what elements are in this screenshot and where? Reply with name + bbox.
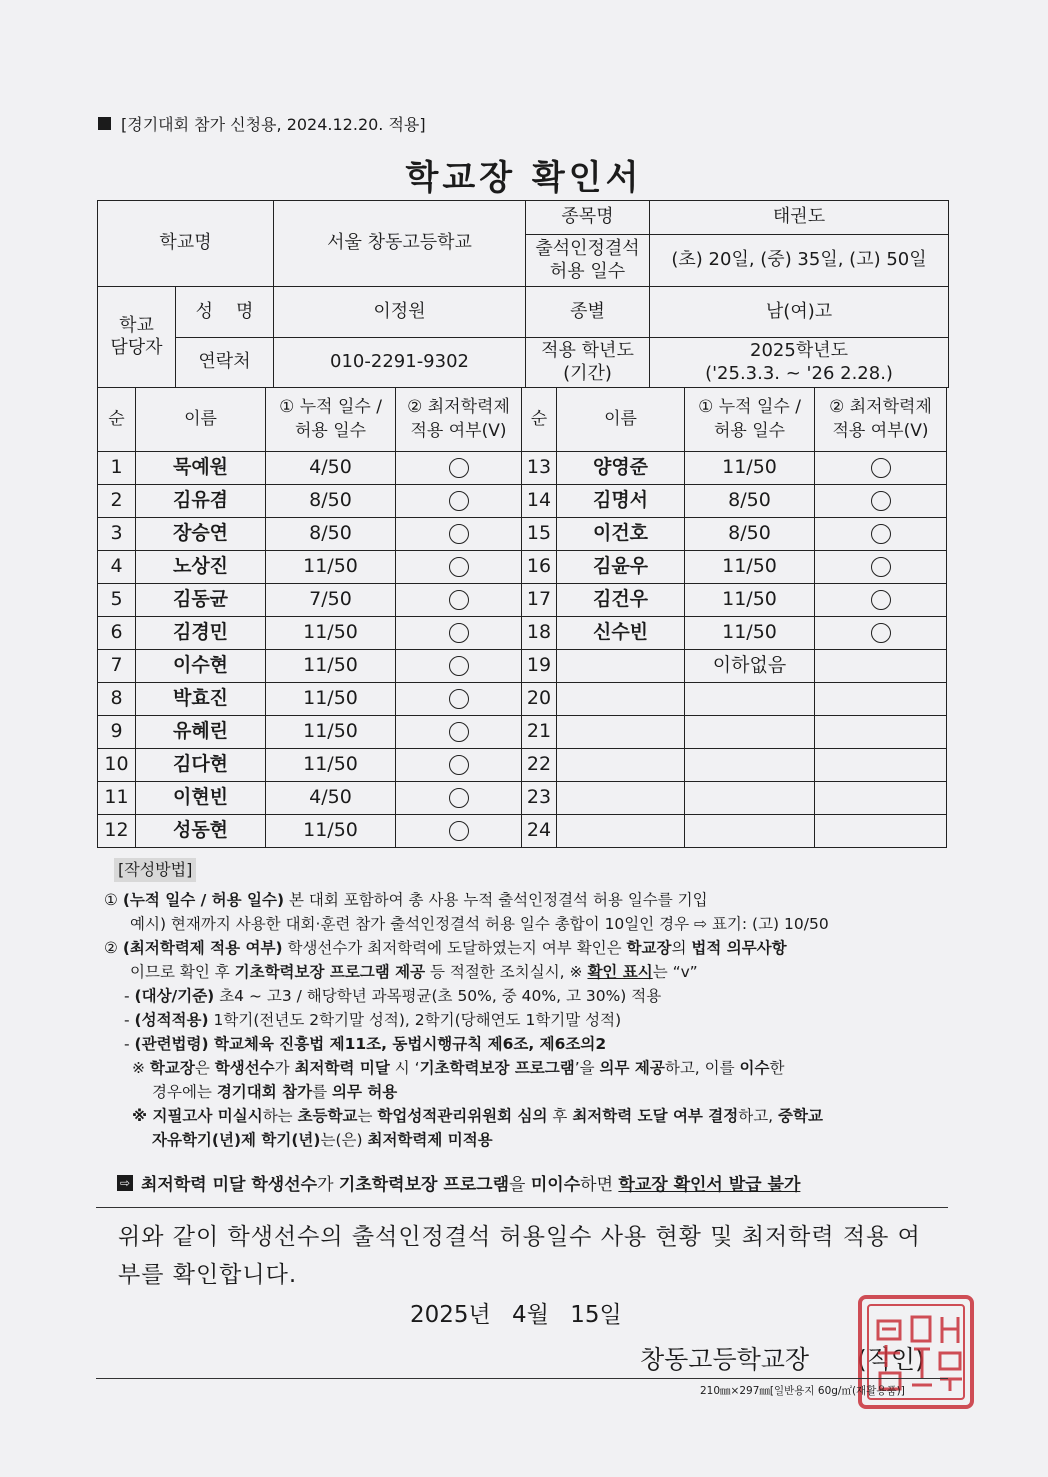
- min-grade-mark: [396, 716, 522, 749]
- issue-date: 2025년 4월 15일: [410, 1302, 622, 1328]
- used-days: 11/50: [266, 716, 396, 749]
- table-row: [98, 650, 947, 683]
- col-days-header-right-line1: ① 누적 일수 /: [698, 396, 801, 417]
- student-name: 이수현: [136, 650, 266, 683]
- student-no: 7: [98, 650, 136, 683]
- method-line: 자유학기(년)제 학기(년)는(은) 최저학력제 미적용: [152, 1131, 493, 1149]
- student-no: 15: [522, 518, 557, 551]
- used-days: [685, 749, 815, 782]
- used-days: 7/50: [266, 584, 396, 617]
- min-grade-mark: [396, 749, 522, 782]
- min-grade-mark: [396, 584, 522, 617]
- student-no: 11: [98, 782, 136, 815]
- min-grade-mark: [396, 485, 522, 518]
- student-no: 24: [522, 815, 557, 848]
- used-days: 11/50: [266, 551, 396, 584]
- school-name: 서울 창동고등학교: [274, 201, 526, 287]
- col-days-header-right: [685, 388, 815, 452]
- circle-mark-icon: [871, 524, 891, 544]
- used-days: 8/50: [266, 485, 396, 518]
- student-name: [557, 815, 685, 848]
- student-name: 박효진: [136, 683, 266, 716]
- student-name: 김경민: [136, 617, 266, 650]
- manager-label-line1: 학교: [119, 314, 154, 336]
- student-no: 8: [98, 683, 136, 716]
- method-line: ① (누적 일수 / 허용 일수) 본 대회 포함하여 총 사용 누적 출석인정결석 허용 일수를 기입: [104, 891, 708, 909]
- min-grade-mark: [396, 683, 522, 716]
- student-no: 12: [98, 815, 136, 848]
- col-days-header: [266, 388, 396, 452]
- circle-mark-icon: [449, 821, 469, 841]
- col-min-header-line2: 적용 여부(V): [410, 420, 507, 441]
- writing-method: [104, 858, 954, 1152]
- manager-name: 이정원: [274, 287, 526, 338]
- min-grade-mark: [815, 617, 947, 650]
- min-grade-mark: [815, 782, 947, 815]
- year-label: [526, 338, 650, 388]
- allow-days-label: [526, 235, 650, 287]
- signer-name: 창동고등학교장: [640, 1345, 810, 1374]
- student-name: 노상진: [136, 551, 266, 584]
- divider: [96, 1207, 948, 1208]
- student-name: [557, 650, 685, 683]
- sport-label: 종목명: [526, 201, 650, 235]
- table-row: [98, 551, 947, 584]
- footer-divider: [96, 1378, 948, 1379]
- table-row: [98, 683, 947, 716]
- min-grade-mark: [396, 650, 522, 683]
- used-days: 4/50: [266, 452, 396, 485]
- min-grade-mark: [815, 683, 947, 716]
- col-no-header: 순: [98, 388, 136, 452]
- method-line: ※ 지필고사 미실시하는 초등학교는 학업성적관리위원회 심의 후 최저학력 도달 여부 결정하고, 중학교: [132, 1107, 823, 1125]
- student-name: 장승연: [136, 518, 266, 551]
- min-grade-mark: [815, 584, 947, 617]
- table-row: [98, 485, 947, 518]
- used-days: 11/50: [685, 617, 815, 650]
- year-value: [650, 338, 949, 388]
- category-value: 남(여)고: [650, 287, 949, 338]
- table-row: [98, 815, 947, 848]
- header-note: [98, 112, 426, 135]
- student-no: 4: [98, 551, 136, 584]
- col-days-header-line1: ① 누적 일수 /: [279, 396, 382, 417]
- method-line: ※ 학교장은 학생선수가 최저학력 미달 시 ‘기초학력보장 프로그램’을 의무 제공하고, 이를 이수한: [132, 1059, 785, 1077]
- col-days-header-line2: 허용 일수: [294, 420, 367, 441]
- arrow-box-icon: ⇨: [117, 1175, 133, 1191]
- category-label: 종별: [526, 287, 650, 338]
- table-row: [98, 518, 947, 551]
- min-grade-mark: [815, 551, 947, 584]
- student-no: 23: [522, 782, 557, 815]
- student-name: 김윤우: [557, 551, 685, 584]
- table-row: [98, 452, 947, 485]
- col-min-header-right-line2: 적용 여부(V): [832, 420, 929, 441]
- method-line: 예시) 현재까지 사용한 대회·훈련 참가 출석인정결석 허용 일수 총합이 10일인 경우 ⇨ 표기: (고) 10/50: [130, 915, 829, 933]
- student-no: 1: [98, 452, 136, 485]
- min-grade-mark: [396, 617, 522, 650]
- confirm-statement: 위와 같이 학생선수의 출석인정결석 허용일수 사용 현황 및 최저학력 적용 여부를 확인합니다.: [118, 1224, 921, 1288]
- circle-mark-icon: [449, 788, 469, 808]
- circle-mark-icon: [449, 524, 469, 544]
- allow-days-label-line2: 허용 일수: [549, 260, 626, 282]
- paper-spec: 210㎜×297㎜[일반용지 60g/㎡(재활용품)]: [700, 1385, 905, 1397]
- table-row: [98, 749, 947, 782]
- school-label: 학교명: [98, 201, 274, 287]
- student-no: 16: [522, 551, 557, 584]
- sport-value: 태권도: [650, 201, 949, 235]
- method-line: - (성적적용) 1학기(전년도 2학기말 성적), 2학기(당해연도 1학기말 성적): [124, 1011, 622, 1029]
- manager-label-line2: 담당자: [110, 337, 163, 358]
- used-days: 11/50: [266, 650, 396, 683]
- name-label: 성 명: [176, 287, 274, 338]
- square-bullet-icon: [98, 117, 111, 130]
- min-grade-mark: [396, 782, 522, 815]
- student-name: 이현빈: [136, 782, 266, 815]
- min-grade-mark: [815, 485, 947, 518]
- student-name: [557, 749, 685, 782]
- circle-mark-icon: [871, 590, 891, 610]
- min-grade-mark: [815, 650, 947, 683]
- student-name: 김유겸: [136, 485, 266, 518]
- document-title: 학교장 확인서: [405, 158, 643, 198]
- used-days: [685, 716, 815, 749]
- used-days: 11/50: [685, 551, 815, 584]
- allow-days-value: (초) 20일, (중) 35일, (고) 50일: [650, 235, 949, 287]
- used-days: 이하없음: [685, 650, 815, 683]
- col-name-header-right: 이름: [557, 388, 685, 452]
- student-name: 성동현: [136, 815, 266, 848]
- student-no: 17: [522, 584, 557, 617]
- used-days: 8/50: [685, 518, 815, 551]
- used-days: [685, 683, 815, 716]
- used-days: 11/50: [266, 815, 396, 848]
- table-row: [98, 617, 947, 650]
- used-days: 11/50: [685, 584, 815, 617]
- col-min-header-right-line1: ② 최저학력제: [829, 396, 932, 417]
- circle-mark-icon: [449, 722, 469, 742]
- students-table: [97, 387, 947, 848]
- students-body: [98, 452, 947, 848]
- contact-value: 010-2291-9302: [274, 338, 526, 388]
- method-label: [작성방법]: [114, 858, 196, 882]
- student-name: [557, 683, 685, 716]
- used-days: 8/50: [685, 485, 815, 518]
- used-days: 11/50: [266, 683, 396, 716]
- contact-label: 연락처: [176, 338, 274, 388]
- table-row: [98, 782, 947, 815]
- student-name: 이건호: [557, 518, 685, 551]
- student-no: 9: [98, 716, 136, 749]
- student-name: [557, 716, 685, 749]
- col-days-header-right-line2: 허용 일수: [713, 420, 786, 441]
- student-no: 3: [98, 518, 136, 551]
- student-no: 2: [98, 485, 136, 518]
- method-line: 이므로 확인 후 기초학력보장 프로그램 제공 등 적절한 조치실시, ※ 확인 표시는 “v”: [130, 963, 698, 981]
- min-grade-mark: [815, 815, 947, 848]
- notice-line: [117, 1170, 800, 1195]
- year-label-line1: 적용 학년도: [541, 340, 634, 361]
- year-label-line2: (기간): [563, 362, 612, 384]
- allow-days-label-line1: 출석인정결석: [535, 238, 640, 259]
- student-no: 22: [522, 749, 557, 782]
- table-row: [98, 716, 947, 749]
- min-grade-mark: [815, 452, 947, 485]
- used-days: [685, 782, 815, 815]
- student-no: 18: [522, 617, 557, 650]
- used-days: 11/50: [266, 749, 396, 782]
- student-name: 김동균: [136, 584, 266, 617]
- year-value-line1: 2025학년도: [750, 340, 848, 361]
- circle-mark-icon: [871, 623, 891, 643]
- min-grade-mark: [815, 716, 947, 749]
- col-no-header-right: 순: [522, 388, 557, 452]
- method-line: ② (최저학력제 적용 여부) 학생선수가 최저학력에 도달하였는지 여부 확인은 학교장의 법적 의무사항: [104, 939, 787, 957]
- header-note-text: [경기대회 참가 신청용, 2024.12.20. 적용]: [121, 115, 426, 134]
- student-no: 10: [98, 749, 136, 782]
- col-min-header-right: [815, 388, 947, 452]
- seal-label: (직인): [856, 1345, 925, 1374]
- min-grade-mark: [815, 518, 947, 551]
- student-no: 21: [522, 716, 557, 749]
- method-line: 경우에는 경기대회 참가를 의무 허용: [152, 1083, 398, 1101]
- student-name: 김명서: [557, 485, 685, 518]
- student-name: 유혜린: [136, 716, 266, 749]
- student-no: 5: [98, 584, 136, 617]
- circle-mark-icon: [449, 557, 469, 577]
- circle-mark-icon: [449, 755, 469, 775]
- school-info-table: [97, 200, 949, 388]
- min-grade-mark: [396, 518, 522, 551]
- col-name-header: 이름: [136, 388, 266, 452]
- table-row: [98, 584, 947, 617]
- circle-mark-icon: [449, 491, 469, 511]
- student-no: 13: [522, 452, 557, 485]
- method-line: - (대상/기준) 초4 ~ 고3 / 해당학년 과목평균(초 50%, 중 40%, 고 30%) 적용: [124, 987, 662, 1005]
- col-min-header: [396, 388, 522, 452]
- notice-text: 최저학력 미달 학생선수가 기초학력보장 프로그램을 미이수하면 학교장 확인서 발급 불가: [141, 1175, 801, 1195]
- circle-mark-icon: [449, 689, 469, 709]
- student-no: 14: [522, 485, 557, 518]
- student-name: 묵예원: [136, 452, 266, 485]
- col-min-header-line1: ② 최저학력제: [407, 396, 510, 417]
- manager-label: [98, 287, 176, 388]
- student-name: 신수빈: [557, 617, 685, 650]
- min-grade-mark: [396, 452, 522, 485]
- used-days: [685, 815, 815, 848]
- used-days: 11/50: [685, 452, 815, 485]
- circle-mark-icon: [871, 491, 891, 511]
- min-grade-mark: [396, 551, 522, 584]
- min-grade-mark: [396, 815, 522, 848]
- circle-mark-icon: [449, 590, 469, 610]
- circle-mark-icon: [871, 557, 891, 577]
- student-no: 20: [522, 683, 557, 716]
- student-name: [557, 782, 685, 815]
- student-no: 6: [98, 617, 136, 650]
- method-line: - (관련법령) 학교체육 진흥법 제11조, 동법시행규칙 제6조, 제6조의2: [124, 1035, 607, 1053]
- student-name: 양영준: [557, 452, 685, 485]
- circle-mark-icon: [871, 458, 891, 478]
- circle-mark-icon: [449, 458, 469, 478]
- student-no: 19: [522, 650, 557, 683]
- student-name: 김다현: [136, 749, 266, 782]
- student-name: 김건우: [557, 584, 685, 617]
- used-days: 11/50: [266, 617, 396, 650]
- min-grade-mark: [815, 749, 947, 782]
- students-header-row: [98, 388, 947, 452]
- circle-mark-icon: [449, 656, 469, 676]
- year-value-line2: ('25.3.3. ~ '26 2.28.): [705, 362, 893, 384]
- circle-mark-icon: [449, 623, 469, 643]
- used-days: 4/50: [266, 782, 396, 815]
- used-days: 8/50: [266, 518, 396, 551]
